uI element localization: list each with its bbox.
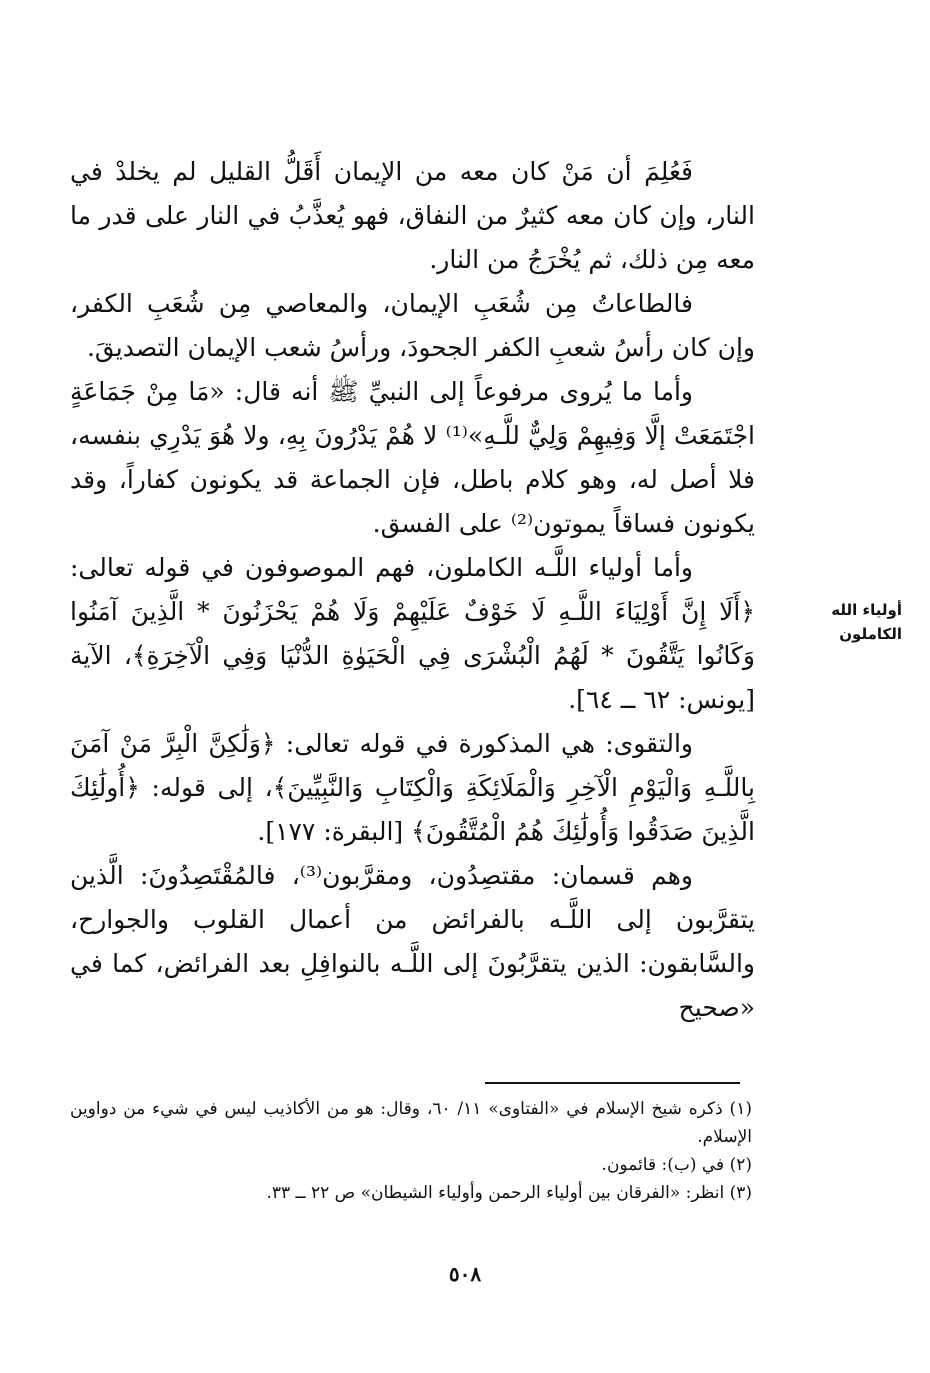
paragraph-4: وأما أولياء اللَّـه الكاملون، فهم الموصوفون في قوله تعالى: ﴿أَلَا إِنَّ أَوْلِيَاءَ اللَّـهِ لَا خَوْفٌ عَلَيْهِمْ وَلَا هُمْ يَحْزَنُونَ * الَّذِينَ آمَنُوا وَكَانُوا يَتَّقُونَ * لَهُمُ الْبُشْرَى فِي الْحَيَوٰةِ الدُّنْيَا وَفِي الْآخِرَةِ﴾، الآية [يونس: ٦٢ ــ ٦٤]. — [70, 553, 755, 714]
footnote-1: (١) ذكره شيخ الإسلام في «الفتاوى» ١١/ ٦٠، وقال: هو من الأكاذيب ليس في شيء من دواوين الإسلام. — [70, 1099, 752, 1147]
page-number: ٥٠٨ — [448, 1262, 482, 1286]
footnote-divider — [485, 1082, 740, 1084]
footnotes — [70, 1095, 752, 1207]
paragraph-1: فَعُلِمَ أن مَنْ كان معه من الإيمان أَقَلُّ القليل لم يخلدْ في النار، وإن كان معه كثيرٌ من النفاق، فهو يُعذَّبُ في النار على قدر ما معه مِن ذلك، ثم يُخْرَجُ من النار. — [70, 157, 755, 274]
footnote-2: (٢) في (ب): قائمون. — [601, 1155, 752, 1175]
main-text — [70, 150, 755, 1030]
paragraph-2: فالطاعاتُ مِن شُعَبِ الإيمان، والمعاصي مِن شُعَبِ الكفر، وإن كان رأسُ شعبِ الكفر الجحودَ، ورأسُ شعب الإيمان التصديقَ. — [70, 289, 755, 362]
paragraph-3: وأما ما يُروى مرفوعاً إلى النبيِّ ﷺ أنه قال: «مَا مِنْ جَمَاعَةٍ اجْتَمَعَتْ إلَّا وَفِيهِمْ وَلِيٌّ للَّـهِ»⁽¹⁾ لا هُمْ يَدْرُونَ بِهِ، ولا هُوَ يَدْرِي بنفسه، فلا أصل له، وهو كلام باطل، فإن الجماعة قد يكونون كفاراً، وقد يكونون فساقاً يموتون⁽²⁾ على الفسق. — [70, 377, 755, 538]
paragraph-5: والتقوى: هي المذكورة في قوله تعالى: ﴿وَلَٰكِنَّ الْبِرَّ مَنْ آمَنَ بِاللَّـهِ وَالْيَوْمِ الْآخِرِ وَالْمَلَائِكَةِ وَالْكِتَابِ وَالنَّبِيِّينَ﴾، إلى قوله: ﴿أُولَٰئِكَ الَّذِينَ صَدَقُوا وَأُولَٰئِكَ هُمُ الْمُتَّقُونَ﴾ [البقرة: ١٧٧]. — [70, 729, 755, 846]
footnote-3: (٣) انظر: «الفرقان بين أولياء الرحمن وأولياء الشيطان» ص ٢٢ ــ ٣٣. — [266, 1183, 752, 1203]
margin-heading: أولياء الله الكاملون — [831, 601, 902, 643]
paragraph-6: وهم قسمان: مقتصِدُون، ومقرَّبون⁽³⁾، فالمُقْتَصِدُونَ: الَّذين يتقرَّبون إلى اللَّـه بالفرائض من أعمال القلوب والجوارح، والسَّابقون: الذين يتقرَّبُونَ إلى اللَّـه بالنوافِلِ بعد الفرائض، كما في «صحيح — [70, 861, 755, 1022]
